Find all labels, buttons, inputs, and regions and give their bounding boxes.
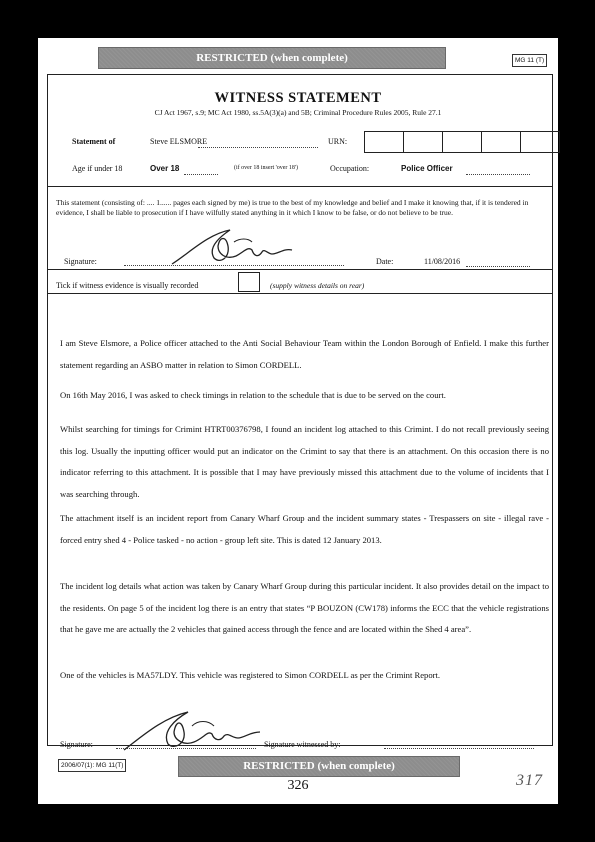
statement-paragraph: The attachment itself is an incident report from Canary Wharf Group and the incident summary states - Trespassers on site - illegal rave - forced entry shed 4 - Police tasked - no action - group left site. This is dated 12 January 2013. [60,513,549,545]
signature-label-top: Signature: [64,257,97,266]
page-number: 326 [287,778,309,793]
occupation-value: Police Officer [401,164,453,173]
occupation-label: Occupation: [330,164,370,173]
handwritten-page-number: 317 [516,772,543,789]
statement-page [38,38,558,804]
age-label: Age if under 18 [72,164,123,173]
statement-of-label: Statement of [72,137,116,146]
age-dotted-line [184,174,218,175]
witness-signature-bottom [118,706,268,756]
restricted-banner-bottom: RESTRICTED (when complete) [178,756,460,777]
urn-boxes [364,131,560,153]
urn-box [482,131,521,153]
signature-label-bottom: Signature: [60,740,93,749]
statement-paragraph: On 16th May 2016, I was asked to check timings in relation to the schedule that is due to be served on the court. [60,390,446,400]
statement-of-dotted-line [198,147,318,148]
statement-paragraph: I am Steve Elsmore, a Police officer attached to the Anti Social Behaviour Team within the London Borough of Enfield. I make this further statement regarding an ASBO matter in relation to Simon CORDELL. [60,338,549,370]
urn-box [443,131,482,153]
occupation-dotted-line [466,174,530,175]
statement-paragraph: The incident log details what action was taken by Canary Wharf Group during this particular incident. It also provides detail on the impact to the residents. On page 5 of the incident log there is an entry that states “P BOUZON (CW178) informs the ECC that the vehicle registrations that he gave me are actually the 2 vehicles that gained access through the fence and are located within the Shed 4 area”. [60,581,549,634]
date-dotted-line [466,266,530,267]
urn-box [521,131,560,153]
form-code-bottom: 2006/07(1): MG 11(T) [58,759,126,772]
visually-recorded-checkbox[interactable] [238,272,260,292]
form-code-top: MG 11 (T) [512,54,547,67]
witnessed-by-label: Signature witnessed by: [264,740,341,749]
declaration-text: This statement (consisting of: .... 1...... pages each signed by me) is true to the best of my knowledge and belief and I make it knowing that, if it is tendered in evidence, I shall be liable to prosecution if I have wilfully stated anything in it which I know to be false, or do not believe to be true. [56,198,529,217]
form-subtitle: CJ Act 1967, s.9; MC Act 1980, ss.5A(3)(a) and 5B; Criminal Procedure Rules 2005, Rule 27.1 [154,108,442,117]
age-value: Over 18 [150,164,180,173]
section-divider [47,269,553,270]
urn-box [364,131,404,153]
urn-box [404,131,443,153]
restricted-banner-top: RESTRICTED (when complete) [98,47,446,69]
witness-signature-top [168,224,298,270]
section-divider [47,186,553,187]
form-title: WITNESS STATEMENT [214,90,382,106]
date-label: Date: [376,257,394,266]
statement-paragraph: One of the vehicles is MA57LDY. This vehicle was registered to Simon CORDELL as per the Crimint Report. [60,670,441,680]
statement-of-value: Steve ELSMORE [150,137,208,146]
witnessed-by-dotted-line [384,748,534,749]
statement-paragraph: Whilst searching for timings for Crimint HTRT00376798, I found an incident log attached to this Crimint. I do not recall previously seeing this log. Usually the inputting officer would put an indicator on the Crimint to say that there is an attachment. On this occasion there is no indicator referring to this attachment. It is possible that I may have previously missed this attachment due to the volume of incidents that I was searching through. [60,424,549,499]
tick-note: (supply witness details on rear) [270,281,365,290]
section-divider [47,293,553,294]
date-value: 11/08/2016 [424,257,461,266]
tick-label: Tick if witness evidence is visually recorded [56,281,199,290]
age-note: (if over 18 insert 'over 18') [234,165,298,171]
urn-label: URN: [328,137,348,146]
